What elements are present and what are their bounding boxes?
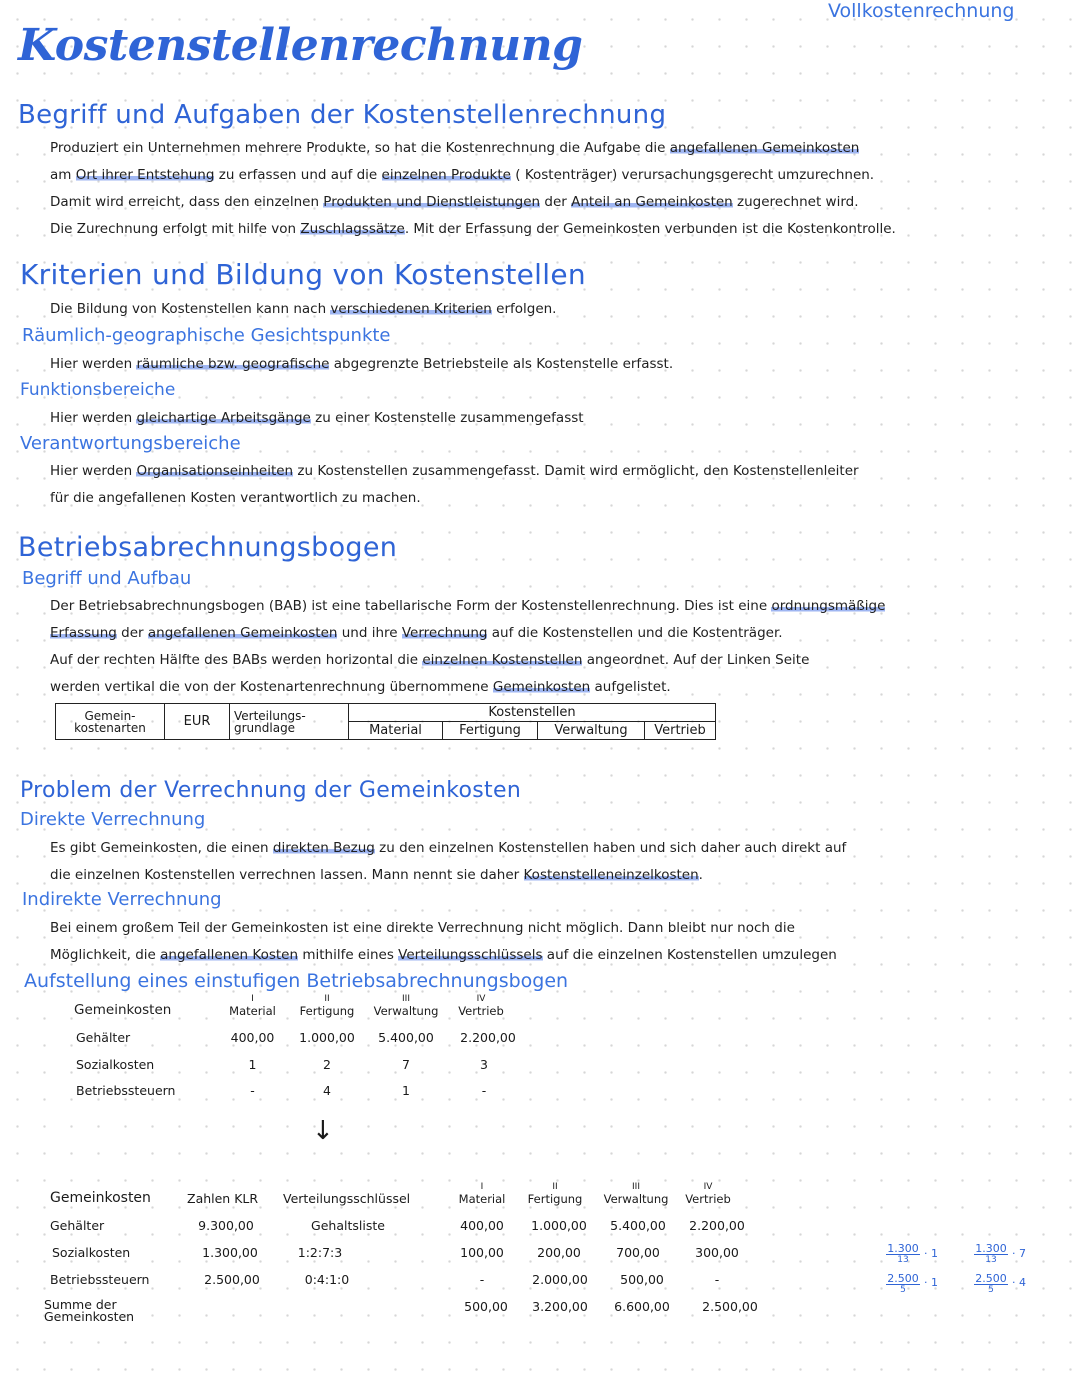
text: Möglichkeit, die: [50, 947, 161, 963]
s3-line-4: [50, 679, 671, 695]
text: der: [116, 625, 148, 641]
text: zu einer Kostenstelle zusammengefasst: [310, 410, 584, 426]
highlight: Verteilungsschlüssels: [398, 947, 543, 963]
text: zu erfassen und auf die: [214, 167, 382, 183]
small-cell: 5.400,00: [378, 1030, 434, 1045]
small-row-label: Gehälter: [76, 1030, 131, 1045]
numeral-2: II: [324, 994, 330, 1004]
big-cell: 300,00: [695, 1245, 739, 1260]
big-cell: 2.000,00: [532, 1272, 588, 1287]
sub-heading-indirekt: Indirekte Verrechnung: [22, 889, 222, 910]
bab-template-table: [55, 703, 716, 740]
text: werden vertikal die von der Kostenartenrechnung übernommene: [50, 679, 493, 695]
small-cell: 1: [248, 1057, 257, 1072]
highlight: Organisationseinheiten: [136, 463, 294, 479]
side-calc-1-mul: · 1: [924, 1247, 938, 1260]
s4-indirekt-2: [50, 947, 837, 963]
text: mithilfe eines: [298, 947, 399, 963]
sub-heading-begriff-aufbau: Begriff und Aufbau: [22, 568, 192, 589]
big-cell-key: Gehaltsliste: [311, 1218, 385, 1233]
small-col-vertrieb: Vertrieb: [458, 1004, 504, 1018]
sub-heading-direkt: Direkte Verrechnung: [20, 809, 206, 830]
section-heading-problem: Problem der Verrechnung der Gemeinkosten: [20, 778, 522, 803]
big-cell: 500,00: [620, 1272, 664, 1287]
big-cell: 2.200,00: [689, 1218, 745, 1233]
s4-direkt-1: [50, 840, 846, 856]
numeral-1: I: [480, 1182, 484, 1192]
big-cell: 100,00: [460, 1245, 504, 1260]
highlight: verschiedenen Kriterien: [330, 301, 492, 317]
text: zu Kostenstellen zusammengefasst. Damit wird ermöglicht, den Kostenstellenleiter: [293, 463, 859, 479]
s3-line-1: [50, 598, 885, 614]
small-cell: 2: [323, 1057, 331, 1072]
side-calc-2-mul: · 1: [924, 1276, 938, 1289]
highlight: gleichartige Arbeitsgänge: [136, 410, 311, 426]
frac-den: 13: [985, 1255, 997, 1265]
section-heading-begriff: Begriff und Aufgaben der Kostenstellenrechnung: [18, 100, 667, 130]
side-calc-3: [974, 1243, 1008, 1266]
big-header-schluessel: Verteilungsschlüssel: [283, 1191, 411, 1206]
big-row-label: Sozialkosten: [52, 1245, 131, 1260]
highlight: angefallenen Gemeinkosten: [147, 625, 338, 641]
s2-intro: [50, 301, 556, 317]
big-cell: 400,00: [460, 1218, 504, 1233]
highlight: einzelnen Kostenstellen: [422, 652, 583, 668]
text: Hier werden: [50, 410, 137, 426]
page-title: Kostenstellenrechnung: [18, 20, 583, 71]
text: angeordnet. Auf der Linken Seite: [582, 652, 810, 668]
text: der: [540, 194, 572, 210]
s4-indirekt-1: Bei einem großem Teil der Gemeinkosten ist eine direkte Verrechnung nicht möglich. Dann bleibt nur noch die: [50, 920, 795, 936]
big-header-vertrieb: Vertrieb: [685, 1192, 731, 1206]
col-gemeinkostenarten: Gemein- kostenarten: [56, 704, 165, 740]
highlight: Zuschlagssätze: [300, 221, 405, 237]
text: Produziert ein Unternehmen mehrere Produkte, so hat die Kostenrechnung die Aufgabe die: [50, 140, 670, 156]
text: aufgelistet.: [590, 679, 671, 695]
small-cell: 2.200,00: [460, 1030, 516, 1045]
s4-direkt-2: [50, 867, 703, 883]
big-row-label: Gehälter: [50, 1218, 105, 1233]
small-cell: -: [250, 1083, 255, 1098]
small-cell: 1: [402, 1083, 410, 1098]
s1-line-1: [50, 140, 859, 156]
highlight: Produkten und Dienstleistungen: [323, 194, 541, 210]
big-header-fertigung: Fertigung: [527, 1192, 583, 1206]
big-header-verwaltung: Verwaltung: [603, 1192, 669, 1206]
big-header-gemeinkosten: Gemeinkosten: [50, 1190, 151, 1206]
side-calc-4: [974, 1273, 1008, 1296]
highlight: angefallenen Gemeinkosten: [669, 140, 860, 156]
text: auf die einzelnen Kostenstellen umzulegen: [542, 947, 837, 963]
section-heading-bab: Betriebsabrechnungsbogen: [18, 532, 398, 563]
text: die einzelnen Kostenstellen verrechnen lassen. Mann nennt sie daher: [50, 867, 524, 883]
small-cell: 7: [402, 1057, 410, 1072]
small-cell: 4: [323, 1083, 331, 1098]
frac-num: 1.300: [887, 1242, 919, 1255]
big-cell: 200,00: [537, 1245, 581, 1260]
text: auf die Kostenstellen und die Kostenträger.: [487, 625, 783, 641]
text: Der Betriebsabrechnungsbogen (BAB) ist eine tabellarische Form der Kostenstellenrechnung. Dies ist eine: [50, 598, 772, 614]
big-header-material: Material: [458, 1192, 506, 1206]
small-cell: 3: [480, 1057, 488, 1072]
numeral-1: I: [251, 994, 254, 1004]
s3-line-2: [50, 625, 783, 641]
text: zu den einzelnen Kostenstellen haben und sich daher auch direkt auf: [374, 840, 847, 856]
text: Die Bildung von Kostenstellen kann nach: [50, 301, 331, 317]
text: Es gibt Gemeinkosten, die einen: [50, 840, 273, 856]
big-cell: -: [714, 1272, 720, 1287]
side-calc-1: [886, 1243, 920, 1266]
side-calc-4-mul: · 4: [1012, 1276, 1026, 1289]
big-cell: 700,00: [616, 1245, 660, 1260]
frac-num: 2.500: [887, 1272, 919, 1285]
big-sum-cell: 2.500,00: [702, 1299, 758, 1314]
numeral-3: III: [632, 1182, 640, 1192]
highlight: Verrechnung: [401, 625, 488, 641]
s1-line-3: [50, 194, 859, 210]
text: Hier werden: [50, 356, 137, 372]
big-cell-key: 1:2:7:3: [297, 1245, 343, 1260]
s2-sub2-text: [50, 410, 584, 426]
col-verteilungsgrundlage: Verteilungs- grundlage: [230, 704, 349, 740]
small-row-label: Betriebssteuern: [76, 1083, 176, 1098]
highlight: ordnungsmäßige: [771, 598, 886, 614]
text: erfolgen.: [491, 301, 557, 317]
text: und ihre: [337, 625, 402, 641]
big-cell-klr: 2.500,00: [204, 1272, 260, 1287]
sub-heading-verantwortung: Verantwortungsbereiche: [20, 433, 241, 454]
text: Hier werden: [50, 463, 137, 479]
big-cell-klr: 9.300,00: [198, 1218, 254, 1233]
small-cell: 400,00: [230, 1030, 275, 1045]
big-cell: -: [479, 1272, 485, 1287]
arrow-down-icon: ↓: [312, 1116, 334, 1146]
big-cell: 5.400,00: [610, 1218, 666, 1233]
sub-heading-funktion: Funktionsbereiche: [20, 380, 176, 400]
s1-line-2: [50, 167, 874, 183]
col-verwaltung: Verwaltung: [538, 722, 645, 740]
side-calc-2: [886, 1273, 920, 1296]
col-vertrieb: Vertrieb: [645, 722, 716, 740]
highlight: einzelnen Produkte: [381, 167, 511, 183]
text: Die Zurechnung erfolgt mit hilfe von: [50, 221, 301, 237]
highlight: Ort ihrer Entstehung: [75, 167, 215, 183]
numeral-4: IV: [703, 1182, 713, 1192]
big-sum-cell: 3.200,00: [532, 1299, 588, 1314]
big-sum-cell: 500,00: [464, 1299, 508, 1314]
numeral-2: II: [552, 1182, 558, 1192]
s1-line-4: [50, 221, 896, 237]
big-sum-label: Summe der Gemeinkosten: [44, 1297, 135, 1324]
highlight: Gemeinkosten: [492, 679, 591, 695]
highlight: räumliche bzw. geografische: [136, 356, 330, 372]
text: Auf der rechten Hälfte des BABs werden horizontal die: [50, 652, 423, 668]
small-cell: -: [481, 1083, 487, 1098]
col-eur: EUR: [165, 704, 230, 740]
text: zugerechnet wird.: [732, 194, 859, 210]
small-row-label: Sozialkosten: [76, 1057, 155, 1072]
s2-sub1-text: [50, 356, 673, 372]
s2-sub3-text-2: für die angefallenen Kosten verantwortlich zu machen.: [50, 490, 421, 506]
s3-line-3: [50, 652, 809, 668]
col-material: Material: [349, 722, 443, 740]
frac-num: 2.500: [975, 1272, 1007, 1285]
sub-heading-aufstellung: Aufstellung eines einstufigen Betriebsabrechnungsbogen: [24, 970, 569, 992]
small-col-verwaltung: Verwaltung: [373, 1004, 439, 1018]
corner-label: Vollkostenrechnung: [828, 0, 1015, 22]
numeral-4: IV: [476, 994, 486, 1004]
big-cell-key: 0:4:1:0: [304, 1272, 350, 1287]
numeral-3: III: [402, 994, 410, 1004]
big-cell-klr: 1.300,00: [202, 1245, 258, 1260]
section-heading-kriterien: Kriterien und Bildung von Kostenstellen: [20, 258, 586, 291]
highlight: Erfassung: [50, 625, 117, 641]
col-kostenstellen: Kostenstellen: [349, 704, 716, 722]
highlight: Anteil an Gemeinkosten: [571, 194, 733, 210]
frac-den: 13: [897, 1255, 909, 1265]
text: .: [698, 867, 703, 883]
highlight: direkten Bezug: [272, 840, 375, 856]
big-sum-cell: 6.600,00: [614, 1299, 670, 1314]
highlight: Kostenstelleneinzelkosten: [523, 867, 699, 883]
side-calc-3-mul: · 7: [1012, 1247, 1026, 1260]
text: abgegrenzte Betriebsteile als Kostenstelle erfasst.: [329, 356, 674, 372]
frac-den: 5: [988, 1285, 994, 1295]
col-fertigung: Fertigung: [443, 722, 538, 740]
small-table-header: Gemeinkosten: [74, 1002, 172, 1018]
text: ( Kostenträger) verursachungsgerecht umzurechnen.: [510, 167, 875, 183]
small-cell: 1.000,00: [299, 1030, 355, 1045]
big-cell: 1.000,00: [531, 1218, 587, 1233]
frac-den: 5: [900, 1285, 906, 1295]
big-row-label: Betriebssteuern: [50, 1272, 150, 1287]
s2-sub3-text-1: [50, 463, 859, 479]
big-header-klr: Zahlen KLR: [187, 1191, 259, 1206]
text: Damit wird erreicht, dass den einzelnen: [50, 194, 324, 210]
highlight: angefallenen Kosten: [160, 947, 299, 963]
text: . Mit der Erfassung der Gemeinkosten verbunden ist die Kostenkontrolle.: [404, 221, 896, 237]
text: am: [50, 167, 76, 183]
frac-num: 1.300: [975, 1242, 1007, 1255]
small-col-fertigung: Fertigung: [299, 1004, 355, 1018]
sub-heading-raeumlich: Räumlich-geographische Gesichtspunkte: [22, 325, 391, 346]
small-col-material: Material: [229, 1004, 276, 1018]
